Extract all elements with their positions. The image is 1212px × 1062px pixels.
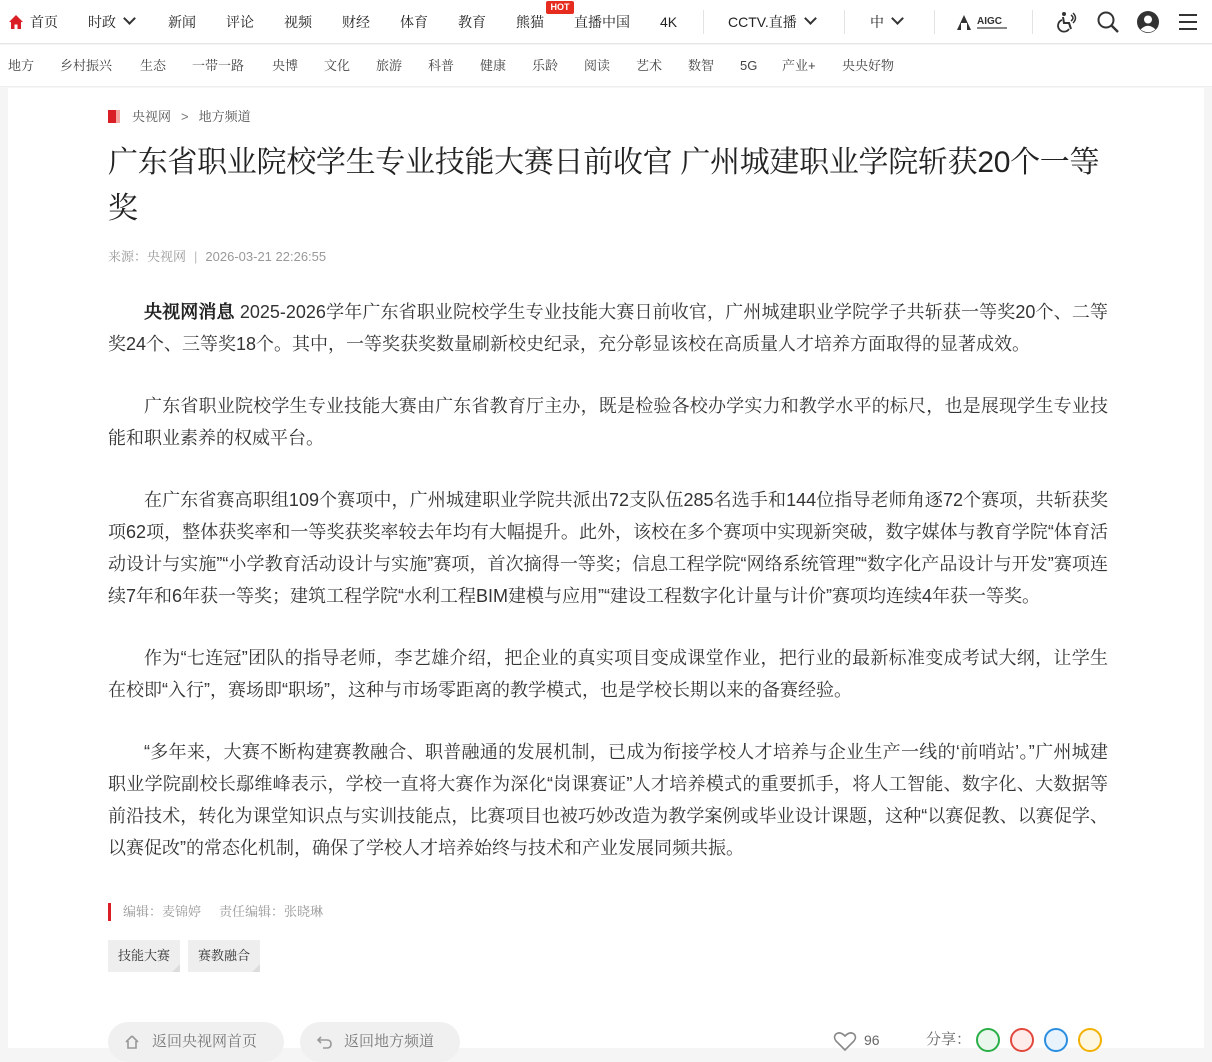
article-paragraph: 作为“七连冠”团队的指导老师，李艺雄介绍，把企业的真实项目变成课堂作业，把行业的最新标准变成考试大纲，让学生在校即“入行”，赛场即“职场”，这种与市场零距离的教学模式，也是学校长期以来的备赛经验。 (108, 648, 1108, 700)
home-icon (124, 1034, 140, 1050)
breadcrumb-separator: > (181, 109, 189, 124)
hot-badge: HOT (546, 1, 574, 14)
subnav-item-leling[interactable]: 乐龄 (532, 58, 559, 73)
nav-shizheng-label: 时政 (88, 14, 116, 30)
article-paragraph: 广东省职业院校学生专业技能大赛由广东省教育厅主办，既是检验各校办学实力和教学水平的标尺，也是展现学生专业技能和职业素养的权威平台。 (108, 396, 1108, 448)
article-paragraph-text: 2025-2026学年广东省职业院校学生专业技能大赛日前收官，广州城建职业学院学子共斩获一等奖20个、二等奖24个、三等奖18个。其中，一等奖获奖数量刷新校史纪录，充分彰显该校在高质量人才培养方面取得的显著成效。 (108, 302, 1108, 354)
breadcrumb (108, 108, 251, 126)
top-navigation (0, 0, 1212, 44)
article-paragraph: 在广东省赛高职组109个赛项中，广州城建职业学院共派出72支队伍285名选手和144位指导老师角逐72个赛项，共斩获奖项62项，整体获奖率和一等奖获奖率较去年均有大幅提升。此外，该校在多个赛项中实现新突破，数字媒体与教育学院“体育活动设计与实施”“小学教育活动设计与实施”赛项，首次摘得一等奖；信息工程学院“网络系统管理”“数字化产品设计与开发”赛项连续7年和6年获一等奖；建筑工程学院“水利工程BIM建模与应用”“建设工程数字化计量与计价”赛项均连续4年获一等奖。 (108, 490, 1108, 606)
subnav-item-difang[interactable]: 地方 (8, 58, 35, 73)
accessibility-icon[interactable] (1055, 10, 1079, 34)
article-source: 来源：央视网 (108, 249, 187, 264)
breadcrumb-channel[interactable]: 地方频道 (198, 109, 251, 124)
nav-divider (844, 10, 845, 34)
qq-share-icon[interactable] (1044, 1028, 1068, 1052)
article-paragraph (108, 296, 1108, 360)
nav-divider (703, 10, 704, 34)
nav-tiyu[interactable]: 体育 (400, 14, 428, 30)
nav-cctv-live[interactable] (728, 0, 815, 44)
menu-icon[interactable] (1176, 10, 1200, 34)
article-datetime: 2026-03-21 22:26:55 (205, 249, 327, 264)
aigc-text: AIGC (977, 16, 1002, 27)
subnav-item-kepu[interactable]: 科普 (428, 58, 455, 73)
subnav-item-jiankang[interactable]: 健康 (480, 58, 507, 73)
subnav-item-xiangcun[interactable]: 乡村振兴 (60, 58, 113, 73)
subnav-item-yuedu[interactable]: 阅读 (584, 58, 611, 73)
subnav-item-shengtai[interactable]: 生态 (140, 58, 167, 73)
breadcrumb-site[interactable]: 央视网 (132, 109, 172, 124)
nav-jiaoyu[interactable]: 教育 (458, 14, 486, 30)
back-to-channel-button[interactable] (300, 1022, 460, 1062)
sub-navigation (0, 45, 1212, 87)
back-to-channel-label: 返回地方频道 (344, 1033, 435, 1050)
article-card (8, 88, 1204, 1048)
tag-competition-teaching[interactable]: 赛教融合 (188, 940, 260, 972)
nav-xinwen[interactable]: 新闻 (168, 14, 196, 30)
nav-caijing[interactable]: 财经 (342, 14, 370, 30)
subnav-item-lvyou[interactable]: 旅游 (376, 58, 403, 73)
nav-4k[interactable]: 4K (660, 14, 678, 30)
editor-credits (108, 903, 323, 921)
nav-pinglun[interactable]: 评论 (226, 14, 254, 30)
back-to-home-label: 返回央视网首页 (152, 1033, 258, 1050)
share-label: 分享： (926, 1031, 972, 1048)
subnav-item-wenhua[interactable]: 文化 (324, 58, 351, 73)
back-to-home-button[interactable] (108, 1022, 284, 1062)
subnav-item-chanye[interactable]: 产业+ (782, 58, 816, 73)
nav-shizheng[interactable] (88, 0, 134, 44)
subnav-item-yidaiyilu[interactable]: 一带一路 (192, 58, 245, 73)
subnav-item-yangbo[interactable]: 央博 (272, 58, 299, 73)
weibo-share-icon[interactable] (1010, 1028, 1034, 1052)
nav-divider (934, 10, 935, 34)
qzone-share-icon[interactable] (1078, 1028, 1102, 1052)
nav-divider (1032, 10, 1033, 34)
like-heart-icon[interactable] (833, 1030, 857, 1052)
language-switch[interactable] (870, 0, 902, 44)
article-actions (108, 1022, 1108, 1062)
nav-shipin[interactable]: 视频 (284, 14, 312, 30)
article-paragraph: “多年来，大赛不断构建赛教融合、职普融通的发展机制，已成为衔接学校人才培养与企业生产一线的‘前哨站’。”广州城建职业学院副校长鄢维峰表示，学校一直将大赛作为深化“岗课赛证”人才培养模式的重要抓手，将人工智能、数字化、大数据等前沿技术，转化为课堂知识点与实训技能点，比赛项目也被巧妙改造为教学案例或毕业设计课题，这种“以赛促教、以赛促学、以赛促改”的常态化机制，确保了学校人才培养始终与技术和产业发展同频共振。 (108, 742, 1108, 858)
wechat-share-icon[interactable] (976, 1028, 1000, 1052)
language-label: 中 (870, 14, 884, 30)
chevron-down-icon (804, 12, 817, 25)
nav-xiongmao[interactable]: 熊猫 (516, 14, 544, 30)
breadcrumb-marker (108, 110, 120, 123)
nav-cctv-label: CCTV.直播 (728, 14, 797, 30)
article-tags (108, 940, 268, 972)
subnav-item-shuzhi[interactable]: 数智 (688, 58, 715, 73)
nav-home[interactable]: 首页 (30, 14, 58, 30)
like-count: 96 (864, 1032, 880, 1048)
meta-divider: | (194, 249, 198, 264)
aigc-logo[interactable] (955, 12, 1011, 32)
subnav-item-haowu[interactable]: 央央好物 (842, 58, 895, 73)
search-icon[interactable] (1096, 10, 1120, 34)
article-meta (108, 248, 326, 266)
user-avatar-icon[interactable] (1136, 10, 1160, 34)
home-icon[interactable] (8, 14, 24, 30)
nav-zhibo-china[interactable]: 直播中国 (574, 14, 630, 30)
article-lead: 央视网消息 (144, 302, 235, 322)
article-body (108, 296, 1108, 894)
tag-skills-contest[interactable]: 技能大赛 (108, 940, 180, 972)
back-arrow-icon (316, 1034, 332, 1050)
chief-editor-name: 责任编辑：张晓琳 (219, 904, 324, 919)
chevron-down-icon (891, 12, 904, 25)
subnav-item-5g[interactable]: 5G (740, 58, 758, 73)
article-title: 广东省职业院校学生专业技能大赛日前收官 广州城建职业学院斩获20个一等奖 (108, 146, 1100, 225)
editor-name: 编辑：麦锦婷 (123, 904, 202, 919)
chevron-down-icon (123, 12, 136, 25)
subnav-item-yishu[interactable]: 艺术 (636, 58, 663, 73)
